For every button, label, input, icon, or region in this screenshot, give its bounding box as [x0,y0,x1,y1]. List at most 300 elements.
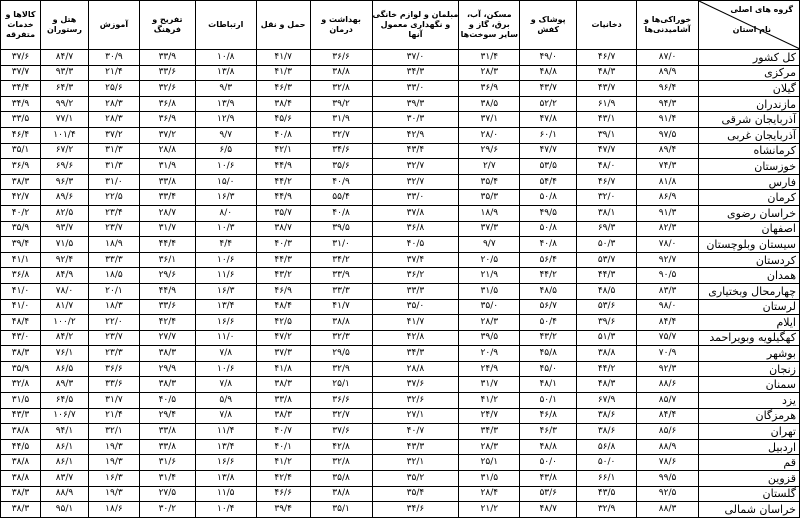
value-cell: ۴۱/۷ [372,315,459,331]
value-cell: ۳۶/۲ [372,268,459,284]
value-cell: ۱۱/۵ [195,486,256,502]
value-cell: ۳۴/۴ [1,81,41,97]
value-cell: ۳۳/۳ [88,252,139,268]
value-cell: ۴۰/۱ [256,439,310,455]
value-cell: ۷/۸ [195,346,256,362]
value-cell: ۱۸/۳ [88,299,139,315]
value-cell: ۳۷/۸ [372,205,459,221]
value-cell: ۳۱/۴ [139,471,195,487]
value-cell: ۴۵/۸ [520,346,577,362]
value-cell: ۳۸/۸ [1,424,41,440]
value-cell: ۳۲/۱ [372,455,459,471]
value-cell: ۳۲/۶ [139,81,195,97]
col-header-transport: حمل و نقل [256,1,310,50]
value-cell: ۷۶/۱ [41,346,89,362]
value-cell: ۳۲/۳ [310,330,372,346]
value-cell: ۴۳/۲ [256,268,310,284]
value-cell: ۹۴/۳ [637,96,699,112]
value-cell: ۳۰/۳ [372,112,459,128]
value-cell: ۳۱/۰ [310,237,372,253]
value-cell: ۹۲/۴ [41,252,89,268]
value-cell: ۳۹/۱ [577,127,637,143]
value-cell: ۵۵/۴ [310,190,372,206]
value-cell: ۳۴/۶ [310,143,372,159]
value-cell: ۵۶/۴ [520,252,577,268]
value-cell: ۳۷/۶ [310,424,372,440]
province-name-cell: گیلان [699,81,800,97]
value-cell: ۵۲/۲ [520,96,577,112]
value-cell: ۸۳/۳ [637,283,699,299]
value-cell: ۹۹/۲ [41,96,89,112]
value-cell: ۳۵/۴ [372,486,459,502]
col-header-recreation: تفریح و فرهنگ [139,1,195,50]
value-cell: ۳۸/۳ [256,408,310,424]
value-cell: ۴۶/۳ [256,81,310,97]
province-name-cell: بوشهر [699,346,800,362]
value-cell: ۸۳/۷ [41,471,89,487]
value-cell: ۴۳/۵ [577,486,637,502]
value-cell: ۵۶/۷ [520,299,577,315]
value-cell: ۳۱/۶ [139,455,195,471]
value-cell: ۵۱/۳ [577,330,637,346]
value-cell: ۴۶/۶ [256,486,310,502]
value-cell: ۳۱/۵ [1,393,41,409]
value-cell: ۱۳/۸ [195,471,256,487]
table-row [1,377,800,393]
table-row [1,50,800,66]
value-cell: ۹۲/۷ [637,252,699,268]
value-cell: ۲۳/۳ [88,346,139,362]
corner-label-province: نام استان [732,25,771,34]
value-cell: ۳۷/۳ [256,346,310,362]
value-cell: ۷/۸ [195,377,256,393]
value-cell: ۳۸/۸ [310,315,372,331]
value-cell: ۳۳/۳ [372,283,459,299]
table-body [1,50,800,518]
value-cell: ۲۲/۵ [88,190,139,206]
value-cell: ۸۱/۸ [637,174,699,190]
value-cell: ۴۹/۵ [520,205,577,221]
value-cell: ۳۳/۰ [372,190,459,206]
value-cell: ۳۷/۲ [139,127,195,143]
table-row [1,486,800,502]
value-cell: ۴۱/۱ [1,252,41,268]
value-cell: ۹۳/۷ [41,221,89,237]
value-cell: ۴/۴ [195,237,256,253]
value-cell: ۱۸/۶ [88,502,139,518]
province-name-cell: همدان [699,268,800,284]
value-cell: ۱۳/۸ [195,65,256,81]
value-cell: ۷۴/۳ [637,159,699,175]
table-row [1,283,800,299]
value-cell: ۲۷/۵ [139,486,195,502]
value-cell: ۴۶/۸ [520,408,577,424]
province-name-cell: آذربایجان شرقی [699,112,800,128]
value-cell: ۵۰/۳ [577,237,637,253]
value-cell: ۶۱/۹ [577,96,637,112]
value-cell: ۲۹/۴ [139,408,195,424]
value-cell: ۴۴/۹ [139,283,195,299]
col-header-education: آموزش [88,1,139,50]
value-cell: ۳۵/۰ [459,299,520,315]
value-cell: ۳۳/۸ [139,439,195,455]
value-cell: ۸۶/۱ [41,439,89,455]
value-cell: ۸۹/۳ [41,377,89,393]
province-name-cell: خوزستان [699,159,800,175]
value-cell: ۴۴/۹ [256,190,310,206]
value-cell: ۵۳/۵ [520,159,577,175]
value-cell: ۳۳/۸ [139,174,195,190]
value-cell: ۴۴/۲ [256,174,310,190]
value-cell: ۳۹/۵ [459,330,520,346]
value-cell: ۴۱/۲ [256,455,310,471]
value-cell: ۱۳/۴ [195,299,256,315]
value-cell: ۳۹/۶ [577,315,637,331]
col-header-tobacco: دخانیات [577,1,637,50]
value-cell: ۱۶/۳ [195,283,256,299]
value-cell: ۳۶/۹ [139,112,195,128]
value-cell: ۸۴/۴ [637,408,699,424]
value-cell: ۶۶/۱ [577,471,637,487]
value-cell: ۵۰/۱ [520,393,577,409]
value-cell: ۸۹/۹ [637,65,699,81]
value-cell: ۳۹/۴ [256,502,310,518]
province-name-cell: سمنان [699,377,800,393]
value-cell: ۲۸/۰ [459,127,520,143]
value-cell: ۳۸/۳ [1,502,41,518]
value-cell: ۴۷/۲ [256,330,310,346]
table-row [1,205,800,221]
table-row [1,439,800,455]
value-cell: ۴۶/۷ [577,174,637,190]
value-cell: ۳۳/۰ [372,81,459,97]
corner-header-cell [699,1,800,50]
value-cell: ۸۴/۹ [41,268,89,284]
value-cell: ۱۸/۹ [88,237,139,253]
value-cell: ۳۴/۲ [310,252,372,268]
province-name-cell: تهران [699,424,800,440]
value-cell: ۵۰/۸ [520,190,577,206]
table-row [1,252,800,268]
value-cell: ۳۲/۷ [310,127,372,143]
value-cell: ۴۶/۴ [1,127,41,143]
value-cell: ۲۸/۳ [88,112,139,128]
value-cell: ۴۲/۸ [310,439,372,455]
value-cell: ۳۵/۴ [459,174,520,190]
value-cell: ۴۶/۳ [520,424,577,440]
value-cell: ۴۰/۷ [372,424,459,440]
value-cell: ۸/۰ [195,205,256,221]
value-cell: ۳۷/۰ [372,50,459,66]
value-cell: ۲۵/۶ [88,81,139,97]
value-cell: ۹۴/۱ [41,424,89,440]
value-cell: ۴۰/۵ [372,237,459,253]
table-row [1,159,800,175]
value-cell: ۳۳/۸ [139,424,195,440]
value-cell: ۷۰/۹ [637,346,699,362]
value-cell: ۲۳/۴ [88,205,139,221]
value-cell: ۴۹/۰ [520,50,577,66]
value-cell: ۲۷/۱ [372,408,459,424]
value-cell: ۴۰/۹ [310,174,372,190]
value-cell: ۸۴/۲ [41,330,89,346]
value-cell: ۴۱/۸ [256,361,310,377]
value-cell: ۹۰/۵ [637,268,699,284]
value-cell: ۱۸/۹ [459,205,520,221]
value-cell: ۹۵/۱ [41,502,89,518]
value-cell: ۸۵/۷ [637,393,699,409]
province-name-cell: کهگیلویه وبویراحمد [699,330,800,346]
value-cell: ۳۴/۳ [372,346,459,362]
value-cell: ۳۳/۹ [139,50,195,66]
value-cell: ۳۷/۱ [459,112,520,128]
col-header-furnishings: مبلمان و لوازم خانگی و نگهداری معمول آنها [372,1,459,50]
value-cell: ۳۱/۹ [310,112,372,128]
value-cell: ۴۲/۴ [256,471,310,487]
value-cell: ۸۹/۶ [41,190,89,206]
value-cell: ۳۸/۸ [310,486,372,502]
value-cell: ۳۳/۶ [139,299,195,315]
value-cell: ۱۸/۵ [88,268,139,284]
value-cell: ۱۰/۶ [195,252,256,268]
value-cell: ۳۱/۵ [459,283,520,299]
value-cell: ۴۰/۸ [256,127,310,143]
value-cell: ۴۰/۸ [520,237,577,253]
value-cell: ۲۳/۷ [88,221,139,237]
province-name-cell: مرکزی [699,65,800,81]
value-cell: ۴۳/۷ [577,81,637,97]
value-cell: ۳۲/۰ [577,190,637,206]
value-cell: ۴۱/۰ [1,283,41,299]
col-header-communication: ارتباطات [195,1,256,50]
value-cell: ۵/۹ [195,393,256,409]
value-cell: ۱۰۶/۷ [41,408,89,424]
value-cell: ۴۳/۱ [577,112,637,128]
table-row [1,299,800,315]
value-cell: ۱۰/۶ [195,159,256,175]
value-cell: ۳۶/۸ [1,268,41,284]
province-name-cell: خراسان رضوی [699,205,800,221]
value-cell: ۲۲/۰ [88,315,139,331]
province-name-cell: اردبیل [699,439,800,455]
value-cell: ۳۷/۷ [1,65,41,81]
value-cell: ۳۸/۷ [256,221,310,237]
value-cell: ۲۸/۴ [459,486,520,502]
value-cell: ۴۳/۸ [520,471,577,487]
value-cell: ۲۸/۳ [88,96,139,112]
value-cell: ۲۰/۱ [88,283,139,299]
value-cell: ۵۳/۶ [577,299,637,315]
value-cell: ۴۲/۱ [256,143,310,159]
value-cell: ۴۳/۲ [520,330,577,346]
value-cell: ۳۶/۶ [310,50,372,66]
value-cell: ۱۹/۳ [88,486,139,502]
value-cell: ۴۴/۴ [139,237,195,253]
value-cell: ۱۳/۴ [195,439,256,455]
value-cell: ۲۷/۷ [139,330,195,346]
table-row [1,268,800,284]
value-cell: ۱۹/۳ [88,439,139,455]
value-cell: ۲۰/۵ [459,252,520,268]
value-cell: ۳۳/۶ [88,377,139,393]
value-cell: ۱۰/۳ [195,221,256,237]
table-row [1,81,800,97]
value-cell: ۴۱/۷ [310,299,372,315]
value-cell: ۳۱/۷ [139,221,195,237]
value-cell: ۲۸/۳ [459,315,520,331]
value-cell: ۴۸/۵ [520,283,577,299]
value-cell: ۲۸/۳ [459,65,520,81]
value-cell: ۳۷/۲ [88,127,139,143]
value-cell: ۳۸/۳ [139,346,195,362]
value-cell: ۷۷/۱ [41,112,89,128]
value-cell: ۳۸/۸ [310,65,372,81]
value-cell: ۴۲/۸ [372,330,459,346]
value-cell: ۳۶/۸ [372,221,459,237]
value-cell: ۳۲/۸ [310,81,372,97]
value-cell: ۸۸/۶ [637,377,699,393]
province-name-cell: هرمزگان [699,408,800,424]
value-cell: ۳۱/۷ [88,393,139,409]
value-cell: ۳۲/۱ [88,424,139,440]
value-cell: ۸۵/۶ [637,424,699,440]
province-name-cell: یزد [699,393,800,409]
value-cell: ۴۷/۸ [520,112,577,128]
value-cell: ۸۴/۴ [637,315,699,331]
value-cell: ۴۴/۳ [256,252,310,268]
value-cell: ۹۱/۳ [637,205,699,221]
col-header-clothing: پوشاک و کفش [520,1,577,50]
province-name-cell: آذربایجان غربی [699,127,800,143]
value-cell: ۲۵/۱ [310,377,372,393]
value-cell: ۵۴/۴ [520,174,577,190]
value-cell: ۳۵/۲ [372,471,459,487]
value-cell: ۵۰/۴ [520,315,577,331]
table-row [1,127,800,143]
table-row [1,190,800,206]
value-cell: ۸۷/۰ [637,50,699,66]
value-cell: ۲۱/۲ [459,502,520,518]
value-cell: ۳۸/۸ [1,455,41,471]
value-cell: ۹/۷ [195,127,256,143]
value-cell: ۳۸/۴ [256,96,310,112]
value-cell: ۳۲/۹ [577,502,637,518]
value-cell: ۳۴/۳ [372,65,459,81]
value-cell: ۴۰/۸ [310,205,372,221]
value-cell: ۲۸/۸ [372,361,459,377]
value-cell: ۸۶/۵ [41,361,89,377]
value-cell: ۳۹/۵ [310,221,372,237]
province-name-cell: چهارمحال وبختیاری [699,283,800,299]
value-cell: ۴۰/۳ [256,237,310,253]
value-cell: ۲۹/۹ [139,361,195,377]
value-cell: ۳۴/۹ [1,96,41,112]
value-cell: ۴۸/۷ [520,502,577,518]
value-cell: ۳۹/۴ [1,237,41,253]
value-cell: ۸۶/۱ [41,455,89,471]
province-name-cell: کرمانشاه [699,143,800,159]
value-cell: ۹۷/۵ [637,127,699,143]
value-cell: ۳۸/۵ [459,96,520,112]
value-cell: ۷/۸ [195,408,256,424]
value-cell: ۱۰۰/۲ [41,315,89,331]
value-cell: ۳۲/۹ [310,361,372,377]
province-name-cell: خراسان شمالی [699,502,800,518]
value-cell: ۳۸/۸ [577,346,637,362]
value-cell: ۲۸/۳ [459,439,520,455]
value-cell: ۳۳/۶ [139,65,195,81]
value-cell: ۳۵/۹ [1,361,41,377]
table-row [1,346,800,362]
value-cell: ۳۸/۶ [577,424,637,440]
value-cell: ۳۸/۳ [1,346,41,362]
value-cell: ۹۲/۳ [637,361,699,377]
col-header-misc: کالاها و خدمات متفرقه [1,1,41,50]
value-cell: ۴۳/۳ [1,408,41,424]
province-name-cell: لرستان [699,299,800,315]
table-row [1,221,800,237]
value-cell: ۴۵/۶ [256,112,310,128]
value-cell: ۴۳/۰ [1,330,41,346]
value-cell: ۳۷/۴ [372,252,459,268]
value-cell: ۸۸/۹ [637,439,699,455]
value-cell: ۳۶/۱ [139,252,195,268]
value-cell: ۳۸/۶ [577,408,637,424]
value-cell: ۳۷/۶ [372,377,459,393]
value-cell: ۳۲/۶ [372,393,459,409]
value-cell: ۴۷/۷ [520,143,577,159]
value-cell: ۴۱/۲ [459,393,520,409]
province-name-cell: زنجان [699,361,800,377]
value-cell: ۳۹/۲ [310,96,372,112]
value-cell: ۲۹/۶ [459,143,520,159]
value-cell: ۴۸/۵ [577,283,637,299]
table-row [1,65,800,81]
value-cell: ۳۵/۱ [1,143,41,159]
value-cell: ۳۱/۰ [88,174,139,190]
province-name-cell: اصفهان [699,221,800,237]
value-cell: ۳۸/۳ [1,486,41,502]
value-cell: ۲۵/۱ [459,455,520,471]
province-name-cell: مازندران [699,96,800,112]
value-cell: ۱۹/۳ [88,455,139,471]
value-cell: ۴۸/۰ [577,159,637,175]
value-cell: ۴۰/۷ [256,424,310,440]
value-cell: ۷۸/۰ [41,283,89,299]
province-name-cell: قم [699,455,800,471]
value-cell: ۱۰/۴ [195,502,256,518]
value-cell: ۵۰/۸ [520,221,577,237]
value-cell: ۴۷/۷ [577,143,637,159]
value-cell: ۴۸/۳ [577,377,637,393]
value-cell: ۹۳/۳ [41,65,89,81]
value-cell: ۸۲/۳ [637,221,699,237]
value-cell: ۱۶/۶ [195,455,256,471]
value-cell: ۲۱/۴ [88,408,139,424]
table-row [1,471,800,487]
value-cell: ۷۸/۰ [637,237,699,253]
value-cell: ۳۰/۲ [139,502,195,518]
value-cell: ۳۶/۶ [310,393,372,409]
value-cell: ۷۵/۷ [637,330,699,346]
value-cell: ۳۱/۳ [88,143,139,159]
value-cell: ۶۰/۱ [520,127,577,143]
value-cell: ۶۷/۹ [577,393,637,409]
value-cell: ۹۱/۴ [637,112,699,128]
value-cell: ۳۵/۱ [310,502,372,518]
value-cell: ۴۸/۴ [256,299,310,315]
value-cell: ۴۶/۷ [577,50,637,66]
